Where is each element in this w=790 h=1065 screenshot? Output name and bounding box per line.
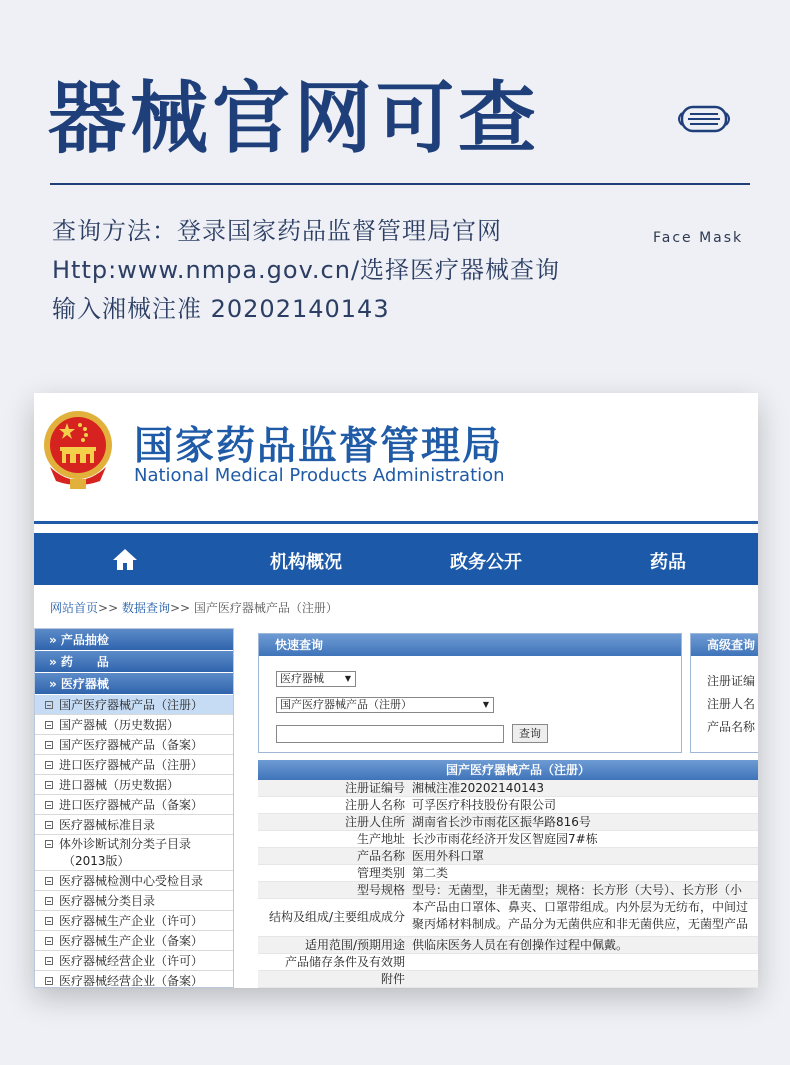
breadcrumb-sep: >> xyxy=(169,601,191,615)
table-row: 产品储存条件及有效期 xyxy=(258,954,758,971)
sidebar-cat-sampling[interactable]: » 产品抽检 xyxy=(35,629,233,651)
collapse-icon xyxy=(45,781,53,789)
adv-field-reg-no: 注册证编 xyxy=(707,674,756,688)
sidebar-item[interactable]: 医疗器械经营企业（许可） xyxy=(35,951,233,971)
instruction-line-2: Http:www.nmpa.gov.cn/选择医疗器械查询 xyxy=(52,256,561,284)
header-divider xyxy=(34,521,758,524)
breadcrumb-sep: >> xyxy=(98,601,119,615)
advanced-search-title: 高级查询 xyxy=(691,634,758,656)
table-row: 注册人名称 可孚医疗科技股份有限公司 xyxy=(258,797,758,814)
database-select[interactable]: 国产医疗器械产品（注册） ▼ xyxy=(276,697,494,713)
sidebar xyxy=(34,628,234,988)
dropdown-arrow-icon: ▼ xyxy=(344,674,351,683)
collapse-icon xyxy=(45,821,53,829)
nav-item-gov-affairs[interactable]: 政务公开 xyxy=(450,552,522,573)
instruction-line-3: 输入湘械注准 20202140143 xyxy=(52,295,390,323)
sidebar-cat-devices[interactable]: » 医疗器械 xyxy=(35,673,233,695)
query-button[interactable]: 查询 xyxy=(512,724,548,743)
adv-field-product: 产品名称 xyxy=(707,720,756,734)
collapse-icon xyxy=(45,957,53,965)
nav-item-drugs[interactable]: 药品 xyxy=(650,552,686,573)
table-row: 型号规格 型号：无菌型，非无菌型；规格：长方形（大号）、长方形（小 xyxy=(258,882,758,899)
sidebar-item[interactable]: 进口医疗器械产品（备案） xyxy=(35,795,233,815)
breadcrumb xyxy=(50,599,338,616)
search-input[interactable] xyxy=(276,725,504,743)
quick-search-title: 快速查询 xyxy=(259,634,681,656)
collapse-icon xyxy=(45,937,53,945)
site-name-en: National Medical Products Administration xyxy=(134,465,505,486)
site-header xyxy=(34,393,758,521)
sidebar-item[interactable]: 国产医疗器械产品（注册） xyxy=(35,695,233,715)
breadcrumb-data-query[interactable]: 数据查询 xyxy=(121,601,170,615)
advanced-search-panel xyxy=(690,633,758,753)
result-table xyxy=(258,760,758,988)
collapse-icon xyxy=(45,897,53,905)
national-emblem-icon xyxy=(40,407,116,493)
table-row: 注册人住所 湖南省长沙市雨花区振华路816号 xyxy=(258,814,758,831)
table-row: 附件 xyxy=(258,971,758,988)
sidebar-item[interactable]: 医疗器械生产企业（许可） xyxy=(35,911,233,931)
collapse-icon xyxy=(45,840,53,848)
sidebar-item[interactable]: 医疗器械检测中心受检目录 xyxy=(35,871,233,891)
table-row: 生产地址 长沙市雨花经济开发区智庭园7#栋 xyxy=(258,831,758,848)
home-icon[interactable] xyxy=(112,547,138,571)
collapse-icon xyxy=(45,977,53,985)
table-row: 产品名称 医用外科口罩 xyxy=(258,848,758,865)
sidebar-item[interactable]: 医疗器械经营企业（备案） xyxy=(35,971,233,988)
collapse-icon xyxy=(45,701,53,709)
table-row: 结构及组成/主要组成成分 本产品由口罩体、鼻夹、口罩带组成。内外层为无纺布，中间过 聚丙烯材料制成。产品分为无菌供应和非无菌供应，无菌型产品 xyxy=(258,899,758,937)
sidebar-cat-drugs[interactable]: » 药 品 xyxy=(35,651,233,673)
collapse-icon xyxy=(45,721,53,729)
main-navbar xyxy=(34,533,758,585)
sidebar-item[interactable]: 进口器械（历史数据） xyxy=(35,775,233,795)
nav-item-org[interactable]: 机构概况 xyxy=(270,552,342,573)
sidebar-item[interactable]: 体外诊断试剂分类子目录（2013版） xyxy=(35,835,233,871)
nmpa-website-screenshot xyxy=(34,393,758,988)
table-row: 注册证编号 湘械注准20202140143 xyxy=(258,780,758,797)
table-row: 适用范围/预期用途 供临床医务人员在有创操作过程中佩戴。 xyxy=(258,937,758,954)
face-mask-icon xyxy=(676,104,732,134)
category-select[interactable]: 医疗器械 ▼ xyxy=(276,671,356,687)
sidebar-item[interactable]: 医疗器械分类目录 xyxy=(35,891,233,911)
sidebar-item[interactable]: 医疗器械生产企业（备案） xyxy=(35,931,233,951)
collapse-icon xyxy=(45,741,53,749)
mask-caption: Face Mask xyxy=(653,230,744,246)
instruction-line-1: 查询方法：登录国家药品监督管理局官网 xyxy=(52,217,502,245)
table-row: 管理类别 第二类 xyxy=(258,865,758,882)
sidebar-item[interactable]: 国产医疗器械产品（备案） xyxy=(35,735,233,755)
result-title: 国产医疗器械产品（注册） xyxy=(258,760,758,780)
site-name-cn: 国家药品监督管理局 xyxy=(134,424,504,469)
collapse-icon xyxy=(45,761,53,769)
sidebar-item[interactable]: 医疗器械标准目录 xyxy=(35,815,233,835)
sidebar-item[interactable]: 国产器械（历史数据） xyxy=(35,715,233,735)
adv-field-registrant: 注册人名 xyxy=(707,697,756,711)
collapse-icon xyxy=(45,877,53,885)
title-divider xyxy=(50,183,750,185)
poster-title: 器械官网可查 xyxy=(48,74,541,164)
sidebar-item[interactable]: 进口医疗器械产品（注册） xyxy=(35,755,233,775)
quick-search-panel xyxy=(258,633,682,753)
collapse-icon xyxy=(45,801,53,809)
collapse-icon xyxy=(45,917,53,925)
breadcrumb-current: 国产医疗器械产品（注册） xyxy=(193,601,338,615)
breadcrumb-home[interactable]: 网站首页 xyxy=(50,601,99,615)
query-instructions xyxy=(52,212,560,329)
dropdown-arrow-icon: ▼ xyxy=(482,700,489,709)
